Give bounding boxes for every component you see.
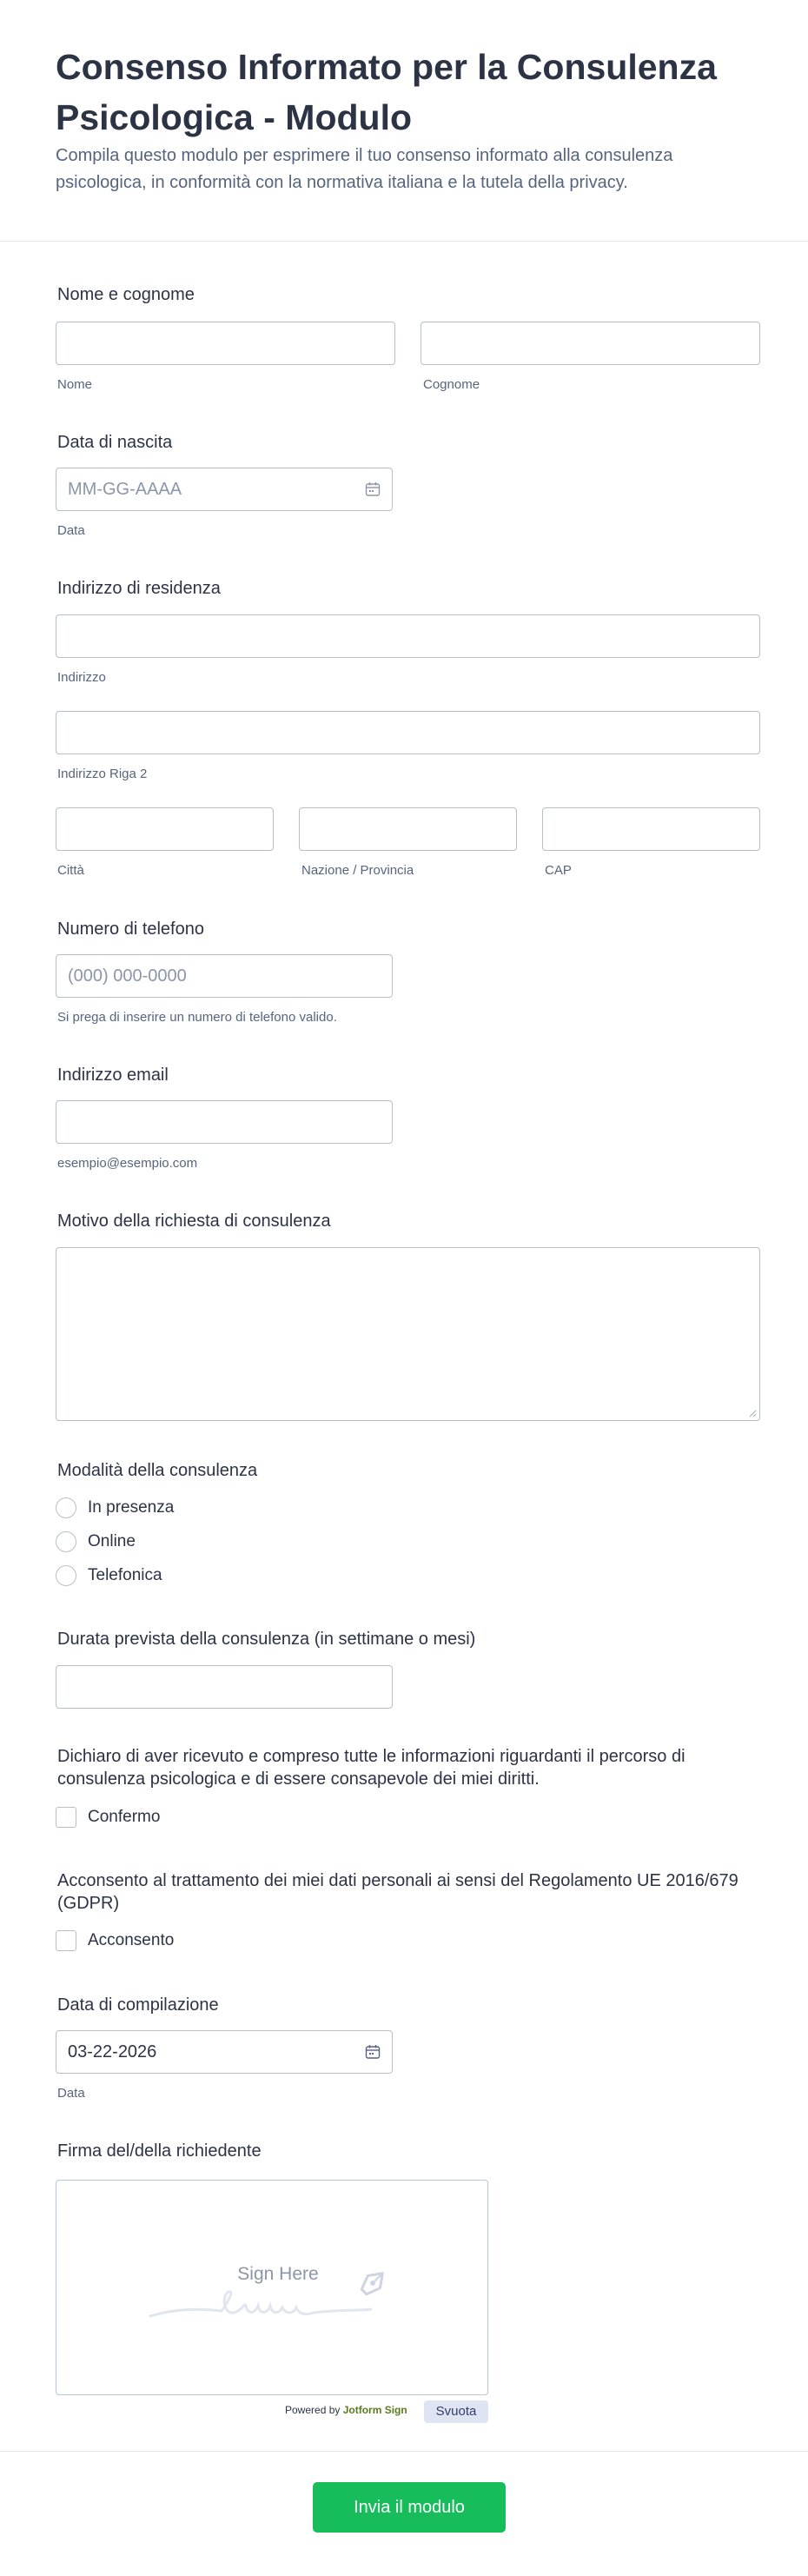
duration-label: Durata prevista della consulenza (in settimane o mesi) (57, 1630, 476, 1649)
state-province-input[interactable] (299, 807, 517, 851)
reason-textarea[interactable] (56, 1247, 760, 1421)
radio-button[interactable] (56, 1497, 76, 1518)
pen-nib-icon (355, 2266, 390, 2300)
mode-label: Modalità della consulenza (57, 1461, 258, 1480)
phone-sublabel: Si prega di inserire un numero di telefono valido. (57, 1010, 337, 1025)
mode-option-label: In presenza (88, 1498, 175, 1517)
address-line2-sublabel: Indirizzo Riga 2 (57, 767, 148, 781)
calendar-icon[interactable] (365, 481, 381, 497)
address-line2-input[interactable] (56, 711, 760, 754)
checkbox[interactable] (56, 1807, 76, 1828)
phone-placeholder: (000) 000-0000 (68, 966, 187, 986)
address-line1-sublabel: Indirizzo (57, 670, 106, 685)
address-line1-input[interactable] (56, 614, 760, 658)
email-input[interactable] (56, 1100, 393, 1144)
mode-option-label: Telefonica (88, 1566, 162, 1584)
fill-date-input[interactable] (56, 2030, 393, 2074)
checkbox[interactable] (56, 1930, 76, 1951)
phone-input[interactable] (56, 954, 393, 998)
city-input[interactable] (56, 807, 274, 851)
zip-input[interactable] (542, 807, 760, 851)
address-label: Indirizzo di residenza (57, 579, 221, 598)
city-sublabel: Città (57, 863, 84, 878)
birth-date-input[interactable] (56, 468, 393, 511)
declaration-label: Dichiaro di aver ricevuto e compreso tutte le informazioni riguardanti il percorso di consulenza psicologica e di essere consapevole dei miei diritti. (57, 1747, 685, 1789)
fill-date-sublabel: Data (57, 2086, 85, 2101)
duration-input[interactable] (56, 1665, 393, 1709)
gdpr-label: Acconsento al trattamento dei miei dati personali ai sensi del Regolamento UE 2016/679 (GDPR) (57, 1871, 738, 1913)
state-province-sublabel: Nazione / Provincia (301, 863, 414, 878)
fill-date-value: 03-22-2026 (68, 2042, 157, 2061)
form-subtitle: Compila questo modulo per esprimere il tuo consenso informato alla consulenza psicologica, in conformità con la normativa italiana e la tutela della privacy. (56, 146, 673, 192)
zip-sublabel: CAP (545, 863, 572, 878)
mode-option-label: Online (88, 1532, 136, 1550)
phone-label: Numero di telefono (57, 920, 204, 939)
clear-signature-button[interactable]: Svuota (424, 2400, 488, 2423)
fill-date-label: Data di compilazione (57, 1995, 219, 2015)
signature-label: Firma del/della richiedente (57, 2141, 262, 2161)
last-name-sublabel: Cognome (423, 377, 480, 392)
calendar-icon[interactable] (365, 2044, 381, 2060)
first-name-input[interactable] (56, 322, 395, 365)
form-title: Consenso Informato per la Consulenza Psicologica - Modulo (56, 47, 717, 137)
form-header (0, 0, 808, 242)
reason-label: Motivo della richiesta di consulenza (57, 1212, 331, 1231)
resize-handle-icon[interactable] (748, 1409, 757, 1417)
last-name-input[interactable] (421, 322, 760, 365)
birth-date-label: Data di nascita (57, 433, 173, 452)
radio-button[interactable] (56, 1565, 76, 1586)
birth-date-placeholder: MM-GG-AAAA (68, 480, 182, 499)
declaration-option-label: Confermo (88, 1808, 161, 1826)
email-sublabel: esempio@esempio.com (57, 1156, 198, 1171)
signature-pad[interactable] (56, 2180, 488, 2395)
jotform-sign-brand[interactable]: Jotform Sign (342, 2404, 407, 2416)
first-name-sublabel: Nome (57, 377, 93, 392)
powered-by-prefix: Powered by (285, 2404, 343, 2416)
birth-date-sublabel: Data (57, 523, 85, 538)
submit-button[interactable]: Invia il modulo (313, 2482, 506, 2533)
full-name-label: Nome e cognome (57, 285, 195, 304)
signature-hint: Sign Here (237, 2264, 319, 2284)
radio-button[interactable] (56, 1531, 76, 1552)
gdpr-option-label: Acconsento (88, 1931, 175, 1949)
powered-by-text (285, 2403, 407, 2417)
email-label: Indirizzo email (57, 1066, 169, 1085)
